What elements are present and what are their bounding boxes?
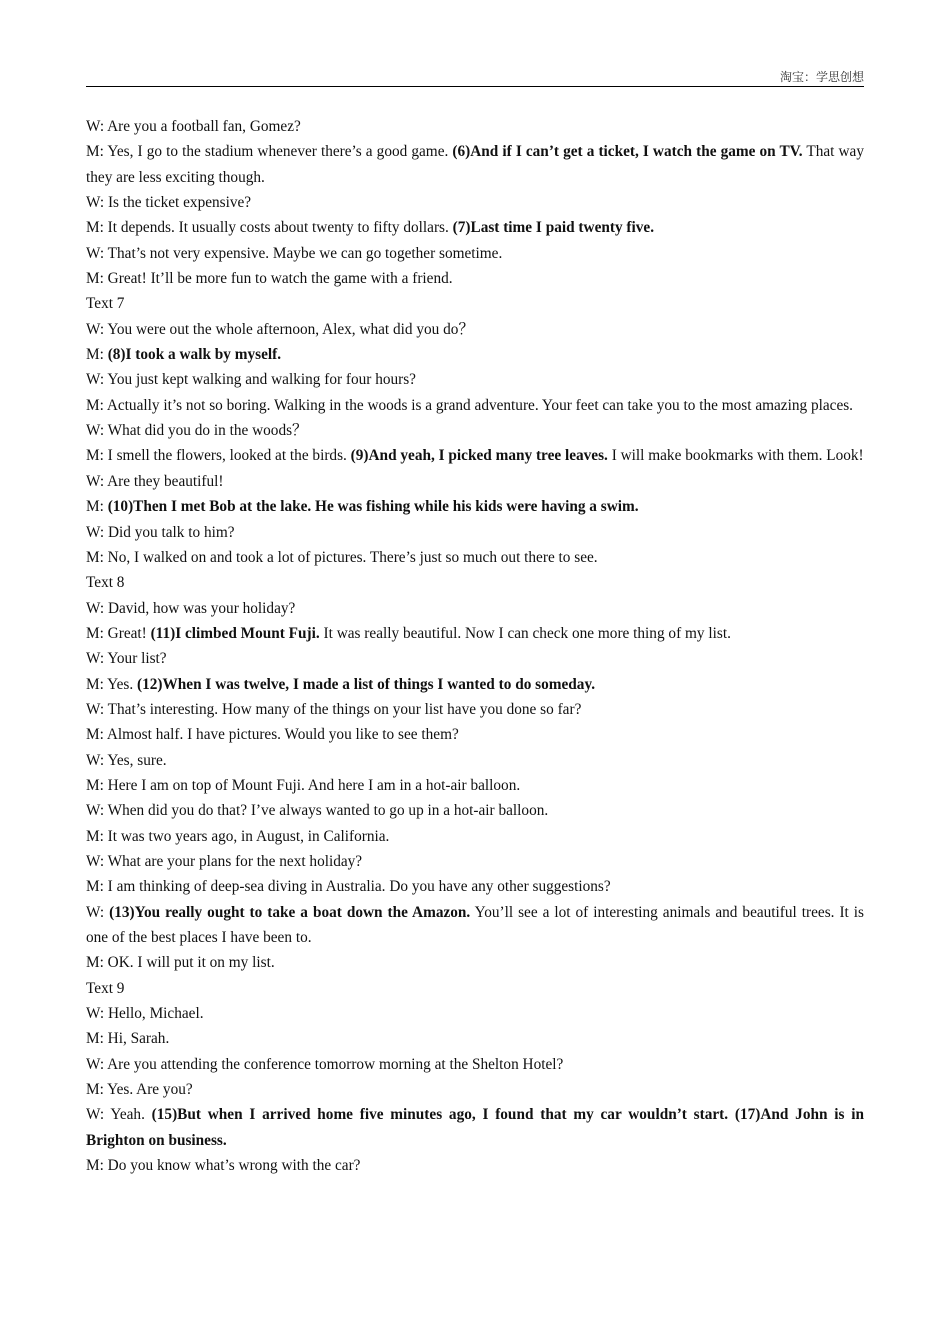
transcript-line xyxy=(86,773,864,798)
line-text: M: Here I am on top of Mount Fuji. And here I am in a hot-air balloon. xyxy=(86,776,521,794)
transcript-line xyxy=(86,139,864,190)
transcript-line xyxy=(86,317,864,342)
line-text: W: You just kept walking and walking for four hours? xyxy=(86,371,416,389)
transcript-line xyxy=(86,367,864,392)
transcript-line xyxy=(86,1026,864,1051)
answer-highlight: (12)When I was twelve, I made a list of things I wanted to do someday. xyxy=(137,675,596,693)
answer-highlight: (6)And if I can’t get a ticket, I watch the game on TV. xyxy=(452,143,803,161)
transcript-line xyxy=(86,418,864,443)
line-text: W: Your list? xyxy=(86,650,167,668)
line-text: M: xyxy=(86,498,108,516)
line-text: W: Are you attending the conference tomorrow morning at the Shelton Hotel? xyxy=(86,1055,564,1073)
transcript-line xyxy=(86,266,864,291)
line-text: It was really beautiful. Now I can check one more thing of my list. xyxy=(319,624,731,642)
transcript-line xyxy=(86,798,864,823)
answer-highlight: (13)You really ought to take a boat down the Amazon. xyxy=(109,903,471,921)
line-text: M: Actually it’s not so boring. Walking in the woods is a grand adventure. Your feet can take you to the most amazing places. xyxy=(86,396,854,414)
line-text: M: It depends. It usually costs about twenty to fifty dollars. xyxy=(86,219,453,237)
transcript-line xyxy=(86,570,864,595)
transcript-line xyxy=(86,545,864,570)
transcript-line xyxy=(86,849,864,874)
line-text: W: When did you do that? I’ve always wanted to go up in a hot-air balloon. xyxy=(86,802,549,820)
transcript-line xyxy=(86,697,864,722)
line-text: You’ll see a lot of interesting animals and beautiful trees. It is one of the best places I have been to. xyxy=(86,903,864,946)
line-text: M: Great! xyxy=(86,624,151,642)
transcript-line xyxy=(86,900,864,951)
transcript-line xyxy=(86,443,864,468)
line-text: W: David, how was your holiday? xyxy=(86,599,296,617)
line-text: M: Great! It’ll be more fun to watch the game with a friend. xyxy=(86,270,453,288)
transcript-line xyxy=(86,1077,864,1102)
line-text: M: Yes. xyxy=(86,675,138,693)
transcript-line xyxy=(86,1102,864,1153)
transcript-line xyxy=(86,520,864,545)
line-text: M: Yes, I go to the stadium whenever there’s a good game. xyxy=(86,143,453,161)
transcript-line xyxy=(86,874,864,899)
page-header xyxy=(86,68,864,87)
line-text: Text 8 xyxy=(86,574,125,592)
transcript-line xyxy=(86,672,864,697)
transcript-line xyxy=(86,114,864,139)
line-text: W: Are they beautiful! xyxy=(86,472,224,490)
answer-highlight: (9)And yeah, I picked many tree leaves. xyxy=(350,447,608,465)
line-text: M: Hi, Sarah. xyxy=(86,1030,170,1048)
answer-highlight: (15)But when I arrived home five minutes ago, I found that my car wouldn’t start. (17)And John is in Brighton on business. xyxy=(86,1106,864,1149)
line-text: M: Yes. Are you? xyxy=(86,1081,193,1099)
transcript-line xyxy=(86,646,864,671)
transcript-line xyxy=(86,291,864,316)
transcript-line xyxy=(86,621,864,646)
transcript-line xyxy=(86,824,864,849)
line-text: W: Are you a football fan, Gomez? xyxy=(86,118,301,135)
line-text: M: I smell the flowers, looked at the birds. xyxy=(86,447,351,465)
transcript-line xyxy=(86,748,864,773)
transcript-line xyxy=(86,1052,864,1077)
transcript-line xyxy=(86,1001,864,1026)
line-text: Text 9 xyxy=(86,979,125,997)
transcript-line xyxy=(86,215,864,240)
answer-highlight: (10)Then I met Bob at the lake. He was fishing while his kids were having a swim. xyxy=(107,498,639,516)
line-text: Text 7 xyxy=(86,295,125,313)
line-text: That way they are less exciting though. xyxy=(86,143,864,186)
transcript-line xyxy=(86,393,864,418)
line-text: W: Did you talk to him? xyxy=(86,523,235,541)
transcript-line xyxy=(86,342,864,367)
line-text: W: Hello, Michael. xyxy=(86,1005,204,1023)
transcript-line xyxy=(86,976,864,1001)
line-text: I will make bookmarks with them. Look! xyxy=(607,447,864,465)
transcript-line xyxy=(86,494,864,519)
answer-highlight: (8)I took a walk by myself. xyxy=(107,346,282,364)
line-text: W: Yeah. xyxy=(86,1106,152,1124)
line-text: M: It was two years ago, in August, in California. xyxy=(86,827,390,845)
line-text: W: You were out the whole afternoon, Alex, what did you do？ xyxy=(86,320,474,338)
line-text: W: Yes, sure. xyxy=(86,751,167,769)
transcript-line xyxy=(86,722,864,747)
answer-highlight: (7)Last time I paid twenty five. xyxy=(452,219,655,237)
transcript-body xyxy=(86,114,864,1178)
line-text: M: xyxy=(86,346,108,364)
line-text: M: Almost half. I have pictures. Would you like to see them? xyxy=(86,726,459,744)
line-text: W: Is the ticket expensive? xyxy=(86,194,252,212)
line-text: W: xyxy=(86,903,110,921)
transcript-line xyxy=(86,1153,864,1178)
transcript-line xyxy=(86,241,864,266)
line-text: W: What did you do in the woods？ xyxy=(86,422,308,440)
header-text: 淘宝：学思创想 xyxy=(779,70,864,84)
line-text: M: Do you know what’s wrong with the car? xyxy=(86,1157,361,1175)
transcript-line xyxy=(86,950,864,975)
line-text: W: That’s interesting. How many of the things on your list have you done so far? xyxy=(86,700,582,718)
line-text: M: I am thinking of deep-sea diving in Australia. Do you have any other suggestions? xyxy=(86,878,611,896)
answer-highlight: (11)I climbed Mount Fuji. xyxy=(150,624,320,642)
line-text: M: OK. I will put it on my list. xyxy=(86,954,275,972)
transcript-line xyxy=(86,190,864,215)
line-text: W: What are your plans for the next holiday? xyxy=(86,852,363,870)
line-text: M: No, I walked on and took a lot of pictures. There’s just so much out there to see. xyxy=(86,548,598,566)
transcript-line xyxy=(86,469,864,494)
line-text: W: That’s not very expensive. Maybe we can go together sometime. xyxy=(86,244,503,262)
transcript-line xyxy=(86,596,864,621)
